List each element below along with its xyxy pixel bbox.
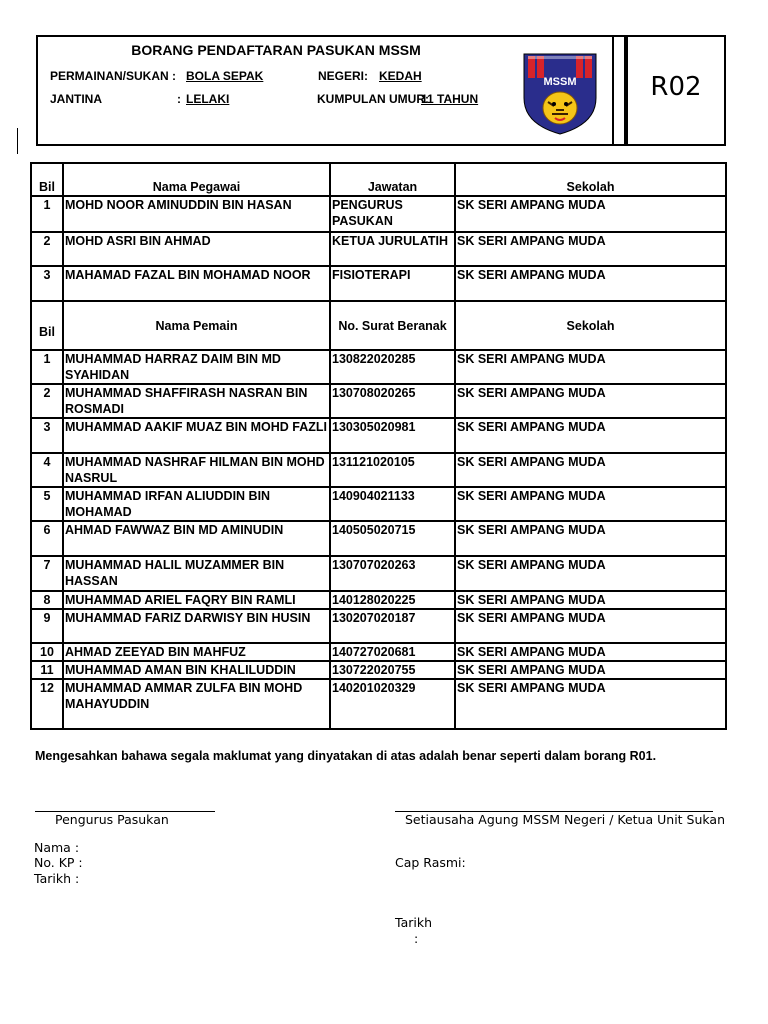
secretary-label: Setiausaha Agung MSSM Negeri / Ketua Unit Sukan bbox=[405, 812, 725, 827]
bil-cell: 6 bbox=[31, 521, 63, 556]
school-cell: SK SERI AMPANG MUDA bbox=[455, 384, 726, 418]
sport-value: BOLA SEPAK bbox=[186, 69, 264, 83]
school-cell: SK SERI AMPANG MUDA bbox=[455, 453, 726, 487]
position-cell: KETUA JURULATIH bbox=[330, 232, 455, 266]
player-name-cell: MUHAMMAD AMMAR ZULFA BIN MOHD MAHAYUDDIN bbox=[63, 679, 330, 729]
birth-cert-cell: 130305020981 bbox=[330, 418, 455, 453]
bil-cell: 12 bbox=[31, 679, 63, 729]
bil-cell: 4 bbox=[31, 453, 63, 487]
birth-cert-cell: 140505020715 bbox=[330, 521, 455, 556]
officials-header-row bbox=[31, 163, 726, 196]
bil-cell: 9 bbox=[31, 609, 63, 643]
form-code: R02 bbox=[650, 72, 702, 102]
player-name-cell: AHMAD ZEEYAD BIN MAHFUZ bbox=[63, 643, 330, 661]
text-cursor bbox=[17, 128, 18, 154]
col-header-school: Sekolah bbox=[455, 163, 726, 196]
birth-cert-cell: 130722020755 bbox=[330, 661, 455, 679]
bil-cell: 1 bbox=[31, 350, 63, 384]
school-cell: SK SERI AMPANG MUDA bbox=[455, 679, 726, 729]
bil-cell: 5 bbox=[31, 487, 63, 521]
table-row bbox=[31, 384, 726, 418]
mssm-logo bbox=[522, 52, 598, 136]
table-row bbox=[31, 266, 726, 301]
table-row bbox=[31, 521, 726, 556]
school-cell: SK SERI AMPANG MUDA bbox=[455, 350, 726, 384]
table-row bbox=[31, 643, 726, 661]
player-name-cell: MUHAMMAD NASHRAF HILMAN BIN MOHD NASRUL bbox=[63, 453, 330, 487]
state-value: KEDAH bbox=[379, 69, 422, 83]
birth-cert-cell: 131121020105 bbox=[330, 453, 455, 487]
col-header-bil: Bil bbox=[31, 163, 63, 196]
bil-cell: 2 bbox=[31, 384, 63, 418]
header-divider bbox=[612, 35, 614, 146]
school-cell: SK SERI AMPANG MUDA bbox=[455, 232, 726, 266]
school-cell: SK SERI AMPANG MUDA bbox=[455, 196, 726, 232]
right-date-label: Tarikh bbox=[395, 915, 432, 930]
table-row bbox=[31, 196, 726, 232]
col-header-birth-cert: No. Surat Beranak bbox=[330, 301, 455, 350]
table-row bbox=[31, 591, 726, 609]
form-title: BORANG PENDAFTARAN PASUKAN MSSM bbox=[131, 42, 421, 58]
position-cell: FISIOTERAPI bbox=[330, 266, 455, 301]
sport-label: PERMAINAN/SUKAN : bbox=[50, 69, 176, 83]
table-row bbox=[31, 556, 726, 591]
player-name-cell: MUHAMMAD IRFAN ALIUDDIN BIN MOHAMAD bbox=[63, 487, 330, 521]
bil-cell: 3 bbox=[31, 418, 63, 453]
age-group-value: 11 TAHUN bbox=[421, 92, 479, 106]
official-stamp-label: Cap Rasmi: bbox=[395, 855, 466, 870]
birth-cert-cell: 130822020285 bbox=[330, 350, 455, 384]
ic-number-label: No. KP : bbox=[34, 855, 83, 870]
bil-cell: 8 bbox=[31, 591, 63, 609]
school-cell: SK SERI AMPANG MUDA bbox=[455, 556, 726, 591]
gender-value: LELAKI bbox=[186, 92, 230, 106]
table-row bbox=[31, 609, 726, 643]
school-cell: SK SERI AMPANG MUDA bbox=[455, 661, 726, 679]
logo-text: MSSM bbox=[543, 76, 577, 88]
table-row bbox=[31, 453, 726, 487]
player-name-cell: AHMAD FAWWAZ BIN MD AMINUDIN bbox=[63, 521, 330, 556]
school-cell: SK SERI AMPANG MUDA bbox=[455, 591, 726, 609]
table-row bbox=[31, 661, 726, 679]
player-rows bbox=[31, 350, 726, 729]
state-label: NEGERI: bbox=[318, 69, 369, 83]
col-header-player-name: Nama Pemain bbox=[63, 301, 330, 350]
official-name-cell: MOHD NOOR AMINUDDIN BIN HASAN bbox=[63, 196, 330, 232]
school-cell: SK SERI AMPANG MUDA bbox=[455, 643, 726, 661]
players-table bbox=[30, 300, 727, 730]
player-name-cell: MUHAMMAD ARIEL FAQRY BIN RAMLI bbox=[63, 591, 330, 609]
birth-cert-cell: 140904021133 bbox=[330, 487, 455, 521]
bil-cell: 3 bbox=[31, 266, 63, 301]
bil-cell: 10 bbox=[31, 643, 63, 661]
table-row bbox=[31, 232, 726, 266]
official-name-cell: MOHD ASRI BIN AHMAD bbox=[63, 232, 330, 266]
name-label: Nama : bbox=[34, 840, 80, 855]
col-header-official-name: Nama Pegawai bbox=[63, 163, 330, 196]
right-date-colon: : bbox=[414, 931, 419, 946]
officials-table bbox=[30, 162, 727, 302]
position-cell: PENGURUS PASUKAN bbox=[330, 196, 455, 232]
table-row bbox=[31, 418, 726, 453]
official-name-cell: MAHAMAD FAZAL BIN MOHAMAD NOOR bbox=[63, 266, 330, 301]
player-name-cell: MUHAMMAD HARRAZ DAIM BIN MD SYAHIDAN bbox=[63, 350, 330, 384]
player-name-cell: MUHAMMAD HALIL MUZAMMER BIN HASSAN bbox=[63, 556, 330, 591]
confirmation-statement: Mengesahkan bahawa segala maklumat yang dinyatakan di atas adalah benar seperti dalam borang R01. bbox=[35, 749, 657, 763]
birth-cert-cell: 140727020681 bbox=[330, 643, 455, 661]
bil-cell: 1 bbox=[31, 196, 63, 232]
birth-cert-cell: 130207020187 bbox=[330, 609, 455, 643]
school-cell: SK SERI AMPANG MUDA bbox=[455, 487, 726, 521]
birth-cert-cell: 140128020225 bbox=[330, 591, 455, 609]
bil-cell: 7 bbox=[31, 556, 63, 591]
player-name-cell: MUHAMMAD AMAN BIN KHALILUDDIN bbox=[63, 661, 330, 679]
table-row bbox=[31, 350, 726, 384]
bil-cell: 11 bbox=[31, 661, 63, 679]
table-row bbox=[31, 487, 726, 521]
gender-colon: : bbox=[177, 92, 181, 106]
col-header-position: Jawatan bbox=[330, 163, 455, 196]
player-name-cell: MUHAMMAD FARIZ DARWISY BIN HUSIN bbox=[63, 609, 330, 643]
players-header-row bbox=[31, 301, 726, 350]
birth-cert-cell: 130707020263 bbox=[330, 556, 455, 591]
col-header-bil: Bil bbox=[31, 301, 63, 350]
team-manager-label: Pengurus Pasukan bbox=[55, 812, 169, 827]
school-cell: SK SERI AMPANG MUDA bbox=[455, 609, 726, 643]
school-cell: SK SERI AMPANG MUDA bbox=[455, 266, 726, 301]
player-name-cell: MUHAMMAD AAKIF MUAZ BIN MOHD FAZLI bbox=[63, 418, 330, 453]
school-cell: SK SERI AMPANG MUDA bbox=[455, 521, 726, 556]
date-label: Tarikh : bbox=[34, 871, 80, 886]
bil-cell: 2 bbox=[31, 232, 63, 266]
birth-cert-cell: 130708020265 bbox=[330, 384, 455, 418]
age-group-label: KUMPULAN UMUR: bbox=[317, 92, 429, 106]
col-header-school: Sekolah bbox=[455, 301, 726, 350]
birth-cert-cell: 140201020329 bbox=[330, 679, 455, 729]
player-name-cell: MUHAMMAD SHAFFIRASH NASRAN BIN ROSMADI bbox=[63, 384, 330, 418]
school-cell: SK SERI AMPANG MUDA bbox=[455, 418, 726, 453]
gender-label: JANTINA bbox=[50, 92, 103, 106]
table-row bbox=[31, 679, 726, 729]
